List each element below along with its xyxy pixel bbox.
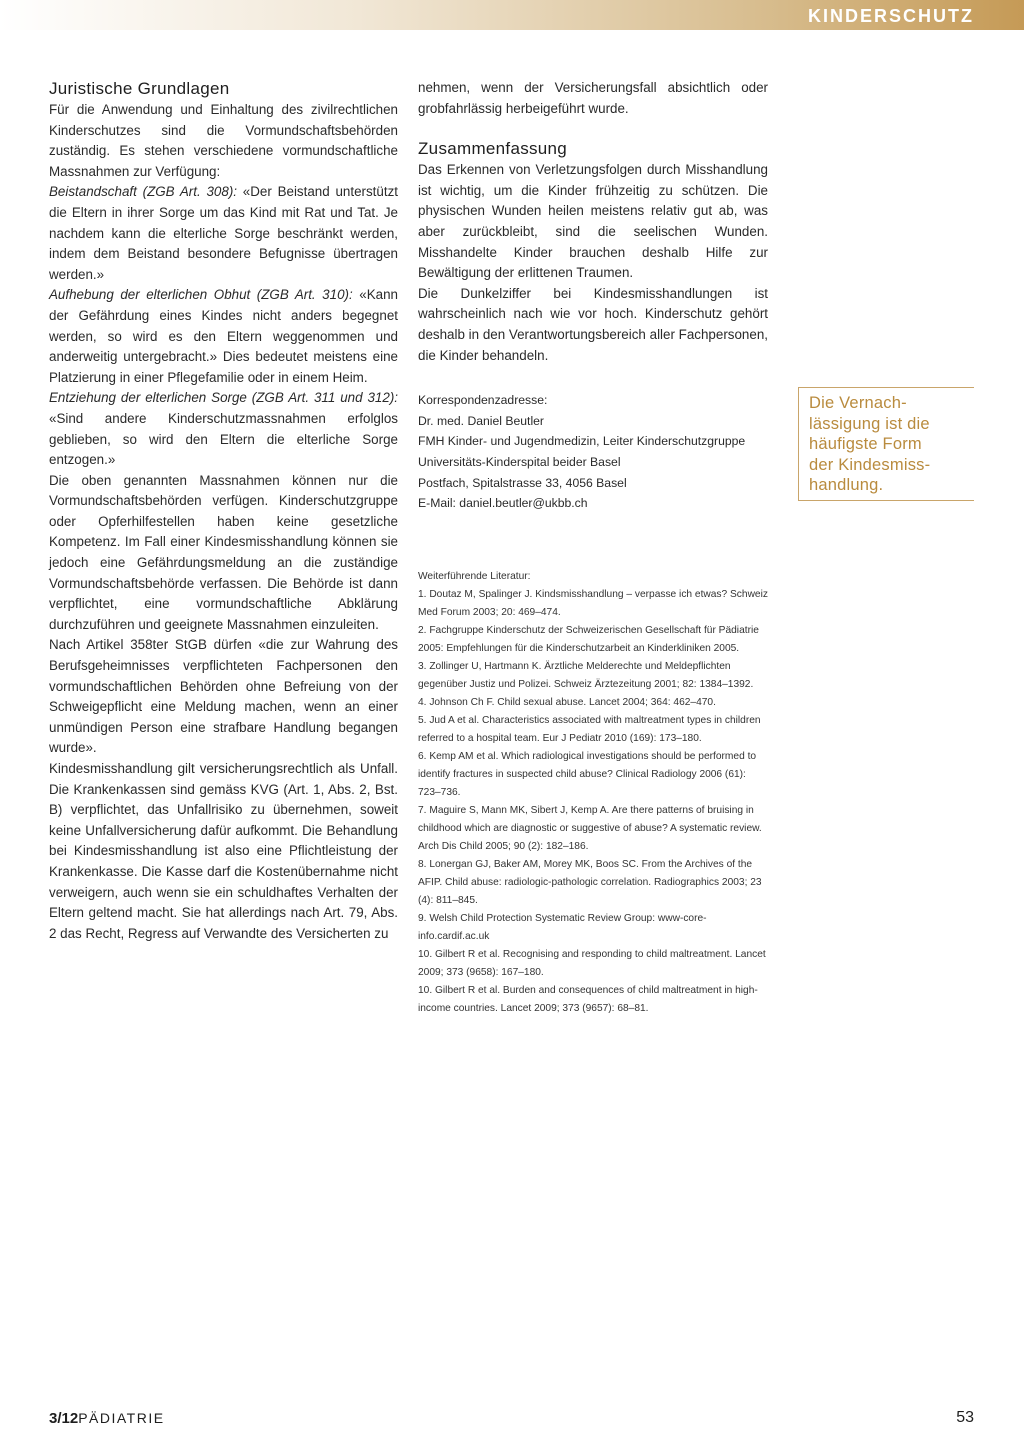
address-role: FMH Kinder- und Jugendmedizin, Leiter Kinderschutzgruppe bbox=[418, 434, 746, 449]
literature-item: 10. Gilbert R et al. Recognising and responding to child maltreatment. Lancet 2009; 373 (9658): 167–180. bbox=[418, 948, 766, 978]
address-street: Postfach, Spitalstrasse 33, 4056 Basel bbox=[418, 475, 627, 490]
address-institution: Universitäts-Kinderspital beider Basel bbox=[418, 454, 621, 469]
heading-zusammenfassung: Zusammenfassung bbox=[418, 139, 568, 159]
paragraph-text: «Der Beistand unterstützt die Eltern in ihrer Sorge um das Kind mit Rat und Tat. Je nachdem kann die elterliche Sorge beschränkt werden, indem dem Beistand besondere Befugnisse übertragen werden.» bbox=[49, 184, 398, 282]
journal-brand: PÄDIATRIE bbox=[78, 1410, 165, 1426]
paragraph: Für die Anwendung und Einhaltung des zivilrechtlichen Kinderschutzes sind die Vormundschaftsbehörden zuständig. Es stehen verschiedene vormundschaftliche Massnahmen zur Verfügung: bbox=[49, 102, 398, 179]
paragraph-text: «Kann der Gefährdung eines Kindes nicht anders begegnet werden, so wird es den Eltern weggenommen und anderweitig untergebracht.» Dies bedeutet meistens eine Platzierung in einer Pflegefamilie oder in einem Heim. bbox=[49, 287, 398, 385]
paragraph bbox=[49, 182, 398, 285]
page-number: 53 bbox=[956, 1409, 974, 1426]
literature-item: 6. Kemp AM et al. Which radiological investigations should be performed to identify fractures in suspected child abuse? Clinical Radiology 2006 (61): 723–736. bbox=[418, 750, 757, 798]
issue-number: 3/12 bbox=[49, 1410, 79, 1427]
address-title: Korrespondenzadresse: bbox=[418, 393, 548, 408]
literature-list bbox=[418, 568, 768, 1018]
paragraph-continuation: nehmen, wenn der Versicherungsfall absichtlich oder grobfahrlässig herbeigeführt wurde. bbox=[418, 80, 768, 116]
literature-item: 2. Fachgruppe Kinderschutz der Schweizerischen Gesellschaft für Pädiatrie 2005: Empfehlungen für die Kinderschutzarbeit an Kinderkliniken 2005. bbox=[418, 624, 759, 654]
address-name: Dr. med. Daniel Beutler bbox=[418, 413, 544, 428]
paragraph-label: Beistandschaft (ZGB Art. 308): bbox=[49, 184, 237, 200]
address-email: E-Mail: daniel.beutler@ukbb.ch bbox=[418, 496, 588, 511]
pull-quote-line: Die Vernach- bbox=[809, 394, 907, 412]
literature-title: Weiterführende Literatur: bbox=[418, 570, 531, 582]
paragraph-label: Aufhebung der elterlichen Obhut (ZGB Art. 310): bbox=[49, 287, 353, 303]
literature-item: 3. Zollinger U, Hartmann K. Ärztliche Melderechte und Meldepflichten gegenüber Justiz und Polizei. Schweiz Ärztezeitung 2001; 82: 1384–1392. bbox=[418, 660, 754, 690]
literature-item: 8. Lonergan GJ, Baker AM, Morey MK, Boos SC. From the Archives of the AFIP. Child abuse: radiologic-pathologic correlation. Radiographics 2003; 23 (4): 811–845. bbox=[418, 858, 762, 906]
literature-item: 1. Doutaz M, Spalinger J. Kindsmisshandlung – verpasse ich etwas? Schweiz Med Forum 2003; 20: 469–474. bbox=[418, 588, 768, 618]
pull-quote bbox=[798, 387, 974, 501]
header-bar bbox=[0, 0, 1024, 30]
paragraph: Die Dunkelziffer bei Kindesmisshandlungen ist wahrscheinlich nach wie vor hoch. Kinderschutz gehört deshalb in den Verantwortungsbereich aller Fachpersonen, die Kinder behandeln. bbox=[418, 285, 768, 363]
pull-quote-line: lässigung ist die bbox=[809, 414, 930, 433]
pull-quote-line: handlung. bbox=[809, 476, 884, 495]
pull-quote-line: häufigste Form bbox=[809, 435, 922, 454]
paragraph bbox=[49, 388, 398, 470]
heading-juristische-grundlagen: Juristische Grundlagen bbox=[49, 79, 230, 98]
literature-item: 9. Welsh Child Protection Systematic Review Group: www-core-info.cardif.ac.uk bbox=[418, 912, 707, 942]
footer-issue bbox=[49, 1408, 165, 1429]
paragraph-label: Entziehung der elterlichen Sorge (ZGB Art. 311 und 312): bbox=[49, 390, 398, 406]
left-column bbox=[49, 78, 398, 944]
pull-quote-line: der Kindesmiss- bbox=[809, 455, 931, 474]
paragraph: Nach Artikel 358ter StGB dürfen «die zur Wahrung des Berufsgeheimnisses verpflichteten Fachpersonen den vormundschaftlichen Behörden ohne Befreiung von der Schweigepflicht eine Meldung machen, wenn an einer unmündigen Person eine strafbare Handlung begangen wurde». bbox=[49, 637, 398, 756]
correspondence-address bbox=[418, 390, 768, 514]
paragraph: Das Erkennen von Verletzungsfolgen durch Misshandlung ist wichtig, um die Kinder frühzeitig zu schützen. Die physischen Wunden heilen meistens relativ gut ab, was aber zurückbleibt, sind die seelischen Wunden. Misshandelte Kinder brauchen deshalb Hilfe zur Bewältigung der erlittenen Traumen. bbox=[418, 162, 768, 281]
section-label: KINDERSCHUTZ bbox=[808, 6, 974, 26]
paragraph: Kindesmisshandlung gilt versicherungsrechtlich als Unfall. Die Krankenkassen sind gemäss KVG (Art. 1, Abs. 2, Bst. B) verpflichtet, das Unfallrisiko zu übernehmen, soweit keine Unfallversicherung dafür aufkommt. Die Behandlung bei Kindesmisshandlung ist also eine Pflichtleistung der Krankenkasse. Die Kasse darf die Kostenübernahme nicht verweigern, auch wenn sie ein schuldhaftes Verhalten der Eltern geltend macht. Sie hat allerdings nach Art. 79, Abs. 2 das Recht, Regress auf Verwandte des Versicherten zu bbox=[49, 761, 398, 941]
paragraph bbox=[49, 285, 398, 388]
literature-item: 4. Johnson Ch F. Child sexual abuse. Lancet 2004; 364: 462–470. bbox=[418, 696, 716, 708]
literature-item: 10. Gilbert R et al. Burden and consequences of child maltreatment in high-income countries. Lancet 2009; 373 (9657): 68–81. bbox=[418, 984, 758, 1014]
paragraph-text: «Sind andere Kinderschutzmassnahmen erfolglos geblieben, so wird den Eltern die elterliche Sorge entzogen.» bbox=[49, 410, 398, 468]
paragraph: Die oben genannten Massnahmen können nur die Vormundschaftsbehörden verfügen. Kinderschutzgruppe oder Opferhilfestellen haben keine gesetzliche Kompetenz. Im Fall einer Kindesmisshandlung können sie jedoch eine Gefährdungsmeldung an die zuständige Vormundschaftsbehörde verfassen. Die Behörde ist dann verpflichtet, eine vormundschaftliche Abklärung durchzuführen und geeignete Massnahmen einzuleiten. bbox=[49, 472, 398, 632]
literature-item: 7. Maguire S, Mann MK, Sibert J, Kemp A. Are there patterns of bruising in childhood which are diagnostic or suggestive of abuse? A systematic review. Arch Dis Child 2005; 90 (2): 182–186. bbox=[418, 804, 762, 852]
middle-column bbox=[418, 78, 768, 1018]
literature-item: 5. Jud A et al. Characteristics associated with maltreatment types in children referred to a hospital team. Eur J Pediatr 2010 (169): 173–180. bbox=[418, 714, 761, 744]
